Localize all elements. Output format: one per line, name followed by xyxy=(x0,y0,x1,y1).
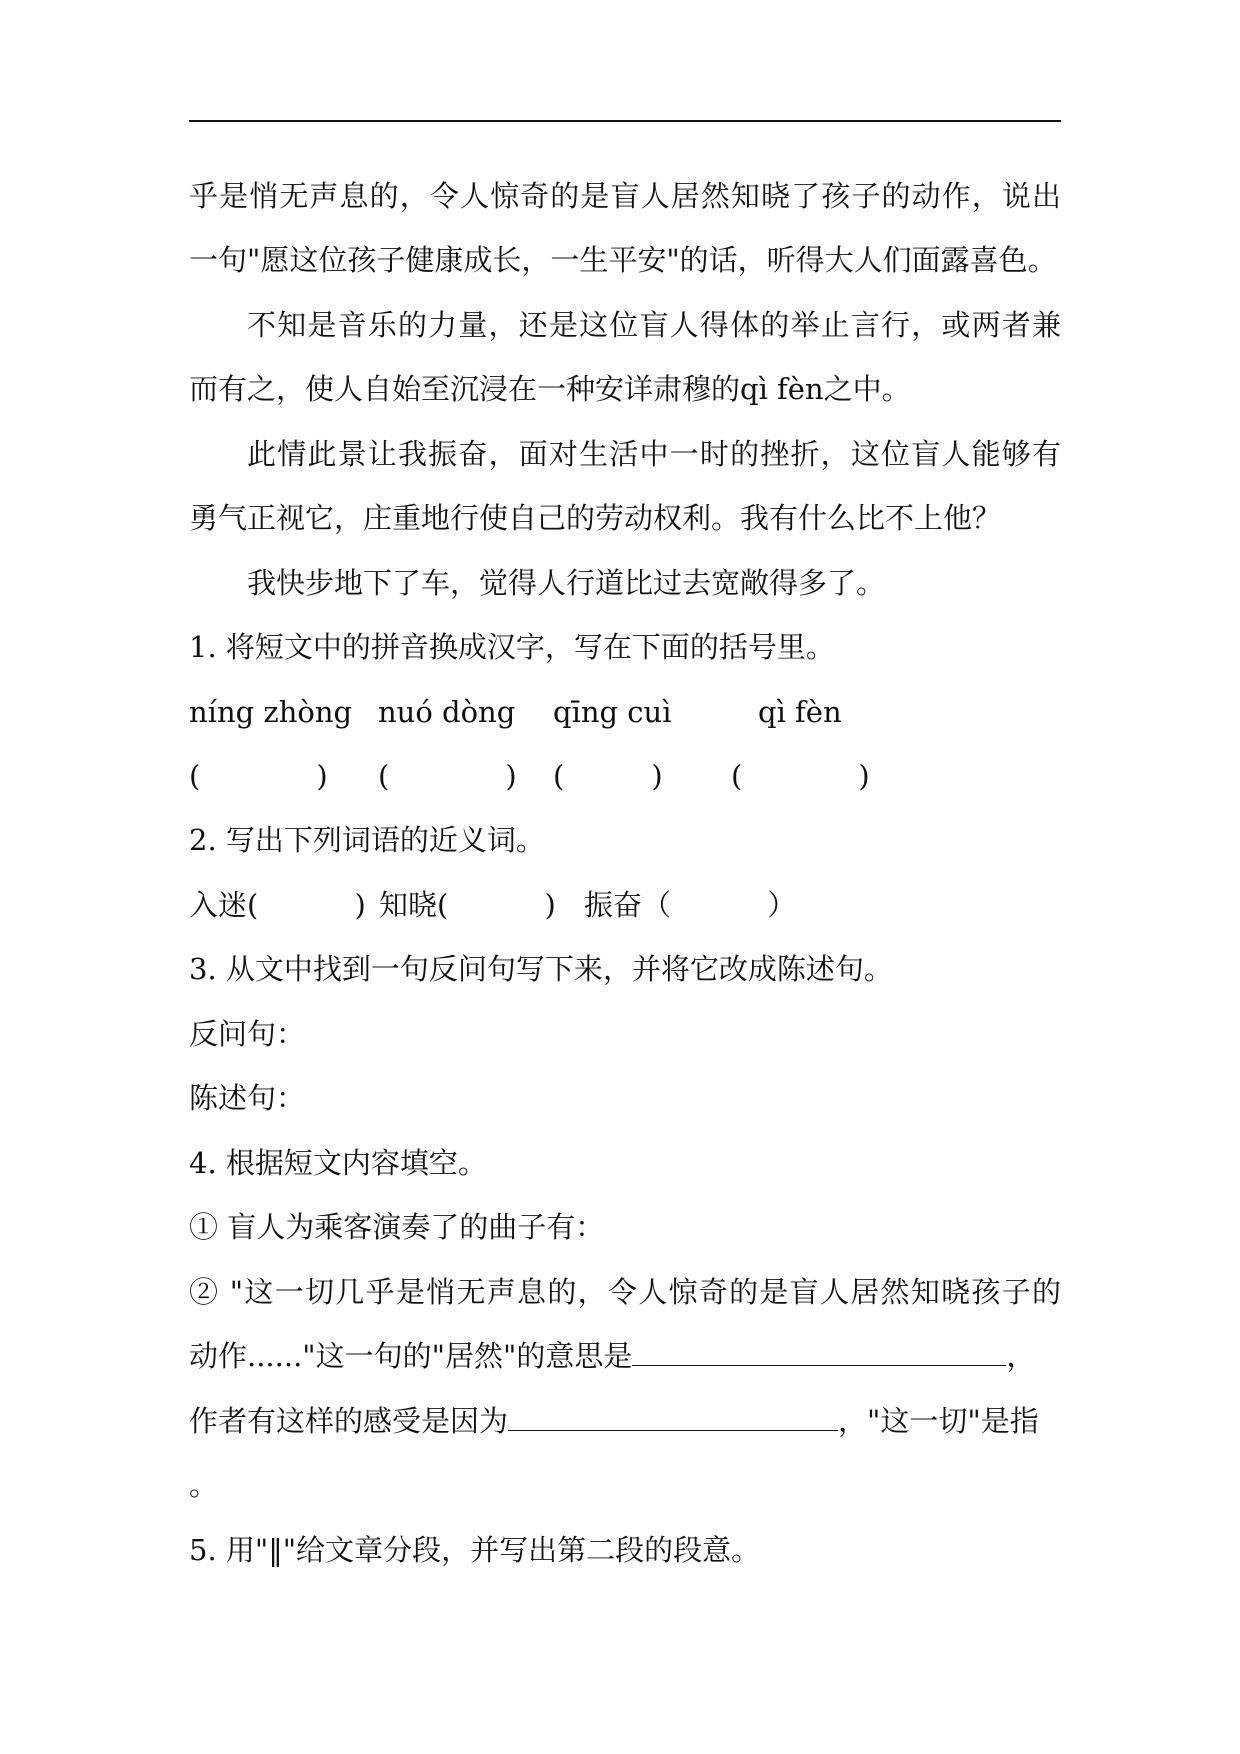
pinyin-item: níng zhòng xyxy=(189,695,353,729)
pinyin-item: nuó dòng xyxy=(378,695,516,729)
pinyin-row xyxy=(189,690,1061,734)
answer-bracket-row xyxy=(189,754,1061,798)
question-4-item-2: ② "这一切几乎是悄无声息的，令人惊奇的是盲人居然知晓孩子的 xyxy=(189,1275,1061,1309)
synonym-item[interactable]: 入迷( ) xyxy=(189,888,366,922)
pinyin-item: qīng cuì xyxy=(553,695,672,729)
question-4-item-2-line-4: 。 xyxy=(189,1468,219,1502)
question-4-item-2-line-2 xyxy=(189,1334,1061,1378)
answer-blank[interactable] xyxy=(632,1335,1006,1366)
passage-line: 我快步地下了车，觉得人行道比过去宽敞得多了。 xyxy=(247,566,886,600)
fill-text: ， xyxy=(1006,1339,1036,1373)
header-rule xyxy=(189,120,1061,122)
question-4-item-1: ① 盲人为乘客演奏了的曲子有： xyxy=(189,1210,605,1244)
question-1-prompt: 1. 将短文中的拼音换成汉字，写在下面的括号里。 xyxy=(189,630,835,664)
passage-line: 乎是悄无声息的，令人惊奇的是盲人居然知晓了孩子的动作，说出 xyxy=(189,179,1061,213)
fill-text: 作者有这样的感受是因为 xyxy=(189,1404,509,1438)
question-3-prompt: 3. 从文中找到一句反问句写下来，并将它改成陈述句。 xyxy=(189,952,893,986)
synonym-item[interactable]: 振奋（ ） xyxy=(584,888,797,922)
rhetorical-question-label: 反问句： xyxy=(189,1017,306,1051)
question-2-prompt: 2. 写出下列词语的近义词。 xyxy=(189,823,545,857)
passage-line: 不知是音乐的力量，还是这位盲人得体的举止言行，或两者兼 xyxy=(247,308,1061,342)
pinyin-item: qì fèn xyxy=(758,695,842,729)
synonym-row xyxy=(189,883,1061,927)
declarative-sentence-label: 陈述句： xyxy=(189,1081,306,1115)
passage-line: 勇气正视它，庄重地行使自己的劳动权利。我有什么比不上他？ xyxy=(189,501,1002,535)
answer-bracket[interactable]: ( ) xyxy=(189,759,328,793)
answer-bracket[interactable]: ( ) xyxy=(731,759,870,793)
passage-line: 一句"愿这位孩子健康成长，一生平安"的话，听得大人们面露喜色。 xyxy=(189,243,1057,277)
passage-line: 此情此景让我振奋，面对生活中一时的挫折，这位盲人能够有 xyxy=(247,437,1061,471)
synonym-item[interactable]: 知晓( ) xyxy=(379,888,556,922)
question-4-prompt: 4. 根据短文内容填空。 xyxy=(189,1146,487,1180)
passage-line: 而有之，使人自始至沉浸在一种安详肃穆的qì fèn之中。 xyxy=(189,372,911,406)
fill-text: 动作......"这一句的"居然"的意思是 xyxy=(189,1339,633,1373)
fill-text: ，"这一切"是指 xyxy=(838,1404,1039,1438)
answer-bracket[interactable]: ( ) xyxy=(378,759,517,793)
answer-blank[interactable] xyxy=(508,1400,838,1431)
answer-bracket[interactable]: ( ) xyxy=(553,759,663,793)
question-4-item-2-line-3 xyxy=(189,1399,1061,1443)
question-5-prompt: 5. 用"‖"给文章分段，并写出第二段的段意。 xyxy=(189,1533,761,1567)
